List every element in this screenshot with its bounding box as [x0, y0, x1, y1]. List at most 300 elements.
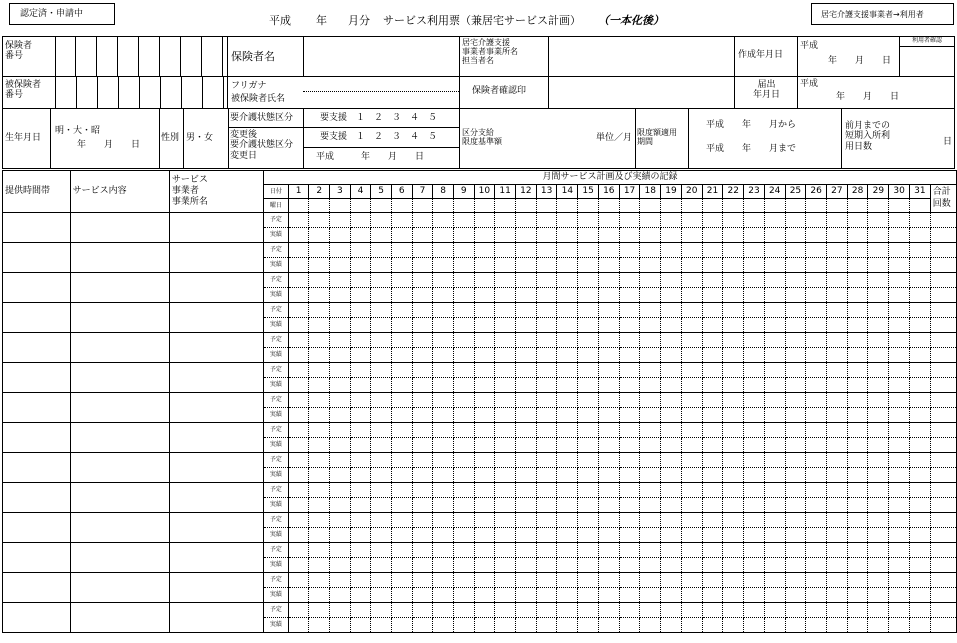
actual-cell[interactable] [847, 528, 868, 543]
plan-cell[interactable] [309, 333, 330, 348]
provider-cell[interactable] [169, 513, 263, 543]
plan-cell[interactable] [309, 363, 330, 378]
insured-no-cells[interactable] [55, 76, 228, 108]
plan-cell[interactable] [474, 453, 495, 468]
plan-cell[interactable] [702, 543, 723, 558]
plan-cell[interactable] [661, 303, 682, 318]
plan-total-cell[interactable] [930, 303, 956, 318]
plan-cell[interactable] [744, 213, 765, 228]
plan-cell[interactable] [350, 453, 371, 468]
actual-cell[interactable] [744, 618, 765, 633]
plan-cell[interactable] [909, 303, 930, 318]
plan-cell[interactable] [681, 273, 702, 288]
weekday-cell[interactable] [495, 199, 516, 213]
actual-cell[interactable] [723, 468, 744, 483]
actual-cell[interactable] [785, 498, 806, 513]
actual-cell[interactable] [661, 408, 682, 423]
plan-cell[interactable] [744, 513, 765, 528]
plan-cell[interactable] [681, 303, 702, 318]
time-cell[interactable] [3, 573, 71, 603]
actual-cell[interactable] [661, 348, 682, 363]
plan-cell[interactable] [702, 453, 723, 468]
actual-cell[interactable] [723, 438, 744, 453]
actual-cell[interactable] [309, 498, 330, 513]
actual-cell[interactable] [536, 438, 557, 453]
actual-cell[interactable] [868, 558, 889, 573]
plan-cell[interactable] [847, 393, 868, 408]
actual-cell[interactable] [391, 408, 412, 423]
actual-cell[interactable] [536, 378, 557, 393]
actual-cell[interactable] [785, 408, 806, 423]
actual-cell[interactable] [681, 468, 702, 483]
actual-cell[interactable] [598, 468, 619, 483]
plan-cell[interactable] [309, 273, 330, 288]
actual-cell[interactable] [723, 498, 744, 513]
plan-total-cell[interactable] [930, 543, 956, 558]
provider-cell[interactable] [169, 273, 263, 303]
plan-cell[interactable] [847, 363, 868, 378]
weekday-cell[interactable] [723, 199, 744, 213]
plan-cell[interactable] [619, 363, 640, 378]
plan-cell[interactable] [598, 213, 619, 228]
actual-cell[interactable] [619, 228, 640, 243]
plan-cell[interactable] [309, 513, 330, 528]
actual-cell[interactable] [578, 468, 599, 483]
plan-cell[interactable] [536, 213, 557, 228]
plan-cell[interactable] [598, 303, 619, 318]
actual-cell[interactable] [619, 378, 640, 393]
actual-cell[interactable] [433, 378, 454, 393]
plan-cell[interactable] [453, 603, 474, 618]
plan-cell[interactable] [330, 213, 351, 228]
actual-cell[interactable] [391, 378, 412, 393]
plan-cell[interactable] [744, 453, 765, 468]
plan-cell[interactable] [578, 363, 599, 378]
actual-cell[interactable] [764, 318, 785, 333]
actual-cell[interactable] [868, 228, 889, 243]
actual-cell[interactable] [764, 258, 785, 273]
actual-cell[interactable] [827, 228, 848, 243]
provider-cell[interactable] [169, 483, 263, 513]
actual-cell[interactable] [309, 228, 330, 243]
plan-cell[interactable] [681, 483, 702, 498]
actual-total-cell[interactable] [930, 408, 956, 423]
actual-cell[interactable] [640, 288, 661, 303]
actual-cell[interactable] [702, 528, 723, 543]
weekday-cell[interactable] [598, 199, 619, 213]
plan-cell[interactable] [681, 573, 702, 588]
actual-cell[interactable] [868, 318, 889, 333]
actual-cell[interactable] [371, 438, 392, 453]
plan-cell[interactable] [516, 243, 537, 258]
plan-cell[interactable] [557, 393, 578, 408]
plan-cell[interactable] [412, 303, 433, 318]
plan-cell[interactable] [330, 543, 351, 558]
actual-cell[interactable] [827, 318, 848, 333]
plan-cell[interactable] [309, 423, 330, 438]
service-cell[interactable] [70, 243, 169, 273]
actual-cell[interactable] [827, 258, 848, 273]
actual-cell[interactable] [847, 318, 868, 333]
plan-cell[interactable] [433, 483, 454, 498]
actual-cell[interactable] [702, 228, 723, 243]
plan-cell[interactable] [516, 423, 537, 438]
weekday-cell[interactable] [391, 199, 412, 213]
plan-cell[interactable] [640, 423, 661, 438]
plan-cell[interactable] [909, 513, 930, 528]
service-cell[interactable] [70, 273, 169, 303]
actual-cell[interactable] [516, 258, 537, 273]
weekday-cell[interactable] [847, 199, 868, 213]
plan-cell[interactable] [640, 273, 661, 288]
actual-cell[interactable] [702, 498, 723, 513]
plan-cell[interactable] [288, 603, 309, 618]
actual-cell[interactable] [350, 498, 371, 513]
plan-cell[interactable] [474, 363, 495, 378]
plan-cell[interactable] [723, 213, 744, 228]
actual-cell[interactable] [681, 228, 702, 243]
plan-cell[interactable] [909, 543, 930, 558]
actual-cell[interactable] [702, 558, 723, 573]
plan-cell[interactable] [433, 213, 454, 228]
weekday-cell[interactable] [661, 199, 682, 213]
actual-cell[interactable] [889, 588, 910, 603]
plan-cell[interactable] [371, 363, 392, 378]
actual-cell[interactable] [433, 348, 454, 363]
plan-cell[interactable] [495, 393, 516, 408]
actual-cell[interactable] [516, 378, 537, 393]
actual-cell[interactable] [391, 498, 412, 513]
plan-cell[interactable] [889, 333, 910, 348]
actual-cell[interactable] [330, 258, 351, 273]
plan-cell[interactable] [288, 423, 309, 438]
plan-cell[interactable] [723, 543, 744, 558]
actual-cell[interactable] [309, 348, 330, 363]
actual-cell[interactable] [661, 498, 682, 513]
actual-cell[interactable] [309, 288, 330, 303]
actual-cell[interactable] [412, 468, 433, 483]
plan-cell[interactable] [288, 363, 309, 378]
plan-cell[interactable] [868, 243, 889, 258]
plan-cell[interactable] [868, 573, 889, 588]
plan-cell[interactable] [391, 213, 412, 228]
plan-cell[interactable] [474, 483, 495, 498]
plan-cell[interactable] [723, 483, 744, 498]
provider-cell[interactable] [169, 393, 263, 423]
plan-cell[interactable] [889, 573, 910, 588]
plan-cell[interactable] [723, 513, 744, 528]
actual-cell[interactable] [785, 438, 806, 453]
actual-cell[interactable] [371, 258, 392, 273]
actual-cell[interactable] [288, 618, 309, 633]
plan-total-cell[interactable] [930, 573, 956, 588]
actual-cell[interactable] [889, 528, 910, 543]
plan-cell[interactable] [909, 243, 930, 258]
actual-cell[interactable] [661, 288, 682, 303]
plan-cell[interactable] [557, 513, 578, 528]
plan-cell[interactable] [868, 543, 889, 558]
plan-cell[interactable] [433, 243, 454, 258]
plan-cell[interactable] [557, 483, 578, 498]
actual-cell[interactable] [889, 318, 910, 333]
actual-cell[interactable] [391, 438, 412, 453]
plan-cell[interactable] [806, 333, 827, 348]
plan-cell[interactable] [288, 513, 309, 528]
weekday-cell[interactable] [827, 199, 848, 213]
plan-cell[interactable] [433, 273, 454, 288]
actual-cell[interactable] [433, 318, 454, 333]
actual-cell[interactable] [598, 408, 619, 423]
actual-cell[interactable] [371, 228, 392, 243]
actual-cell[interactable] [391, 318, 412, 333]
actual-total-cell[interactable] [930, 588, 956, 603]
plan-cell[interactable] [681, 363, 702, 378]
actual-cell[interactable] [578, 408, 599, 423]
plan-cell[interactable] [350, 363, 371, 378]
plan-cell[interactable] [909, 573, 930, 588]
plan-cell[interactable] [661, 333, 682, 348]
actual-cell[interactable] [744, 558, 765, 573]
actual-cell[interactable] [764, 588, 785, 603]
plan-cell[interactable] [598, 393, 619, 408]
plan-cell[interactable] [598, 483, 619, 498]
actual-cell[interactable] [536, 258, 557, 273]
plan-cell[interactable] [909, 363, 930, 378]
plan-cell[interactable] [516, 603, 537, 618]
actual-cell[interactable] [744, 408, 765, 423]
actual-total-cell[interactable] [930, 318, 956, 333]
actual-cell[interactable] [619, 348, 640, 363]
plan-cell[interactable] [412, 393, 433, 408]
actual-cell[interactable] [474, 318, 495, 333]
plan-cell[interactable] [474, 513, 495, 528]
actual-cell[interactable] [350, 618, 371, 633]
actual-cell[interactable] [350, 438, 371, 453]
actual-cell[interactable] [744, 468, 765, 483]
actual-cell[interactable] [640, 318, 661, 333]
actual-cell[interactable] [453, 498, 474, 513]
plan-cell[interactable] [785, 303, 806, 318]
plan-total-cell[interactable] [930, 243, 956, 258]
plan-cell[interactable] [847, 243, 868, 258]
plan-cell[interactable] [681, 513, 702, 528]
plan-cell[interactable] [495, 573, 516, 588]
actual-cell[interactable] [453, 528, 474, 543]
plan-cell[interactable] [474, 333, 495, 348]
plan-cell[interactable] [619, 303, 640, 318]
plan-cell[interactable] [495, 273, 516, 288]
plan-cell[interactable] [702, 363, 723, 378]
actual-cell[interactable] [371, 558, 392, 573]
plan-cell[interactable] [681, 423, 702, 438]
actual-cell[interactable] [598, 618, 619, 633]
time-cell[interactable] [3, 273, 71, 303]
plan-cell[interactable] [723, 363, 744, 378]
plan-cell[interactable] [288, 573, 309, 588]
plan-cell[interactable] [309, 213, 330, 228]
actual-cell[interactable] [785, 378, 806, 393]
plan-cell[interactable] [516, 333, 537, 348]
actual-cell[interactable] [350, 378, 371, 393]
plan-cell[interactable] [827, 333, 848, 348]
actual-cell[interactable] [785, 348, 806, 363]
actual-cell[interactable] [661, 228, 682, 243]
plan-cell[interactable] [288, 453, 309, 468]
actual-cell[interactable] [661, 588, 682, 603]
weekday-cell[interactable] [516, 199, 537, 213]
actual-cell[interactable] [764, 408, 785, 423]
actual-cell[interactable] [433, 558, 454, 573]
service-cell[interactable] [70, 423, 169, 453]
actual-cell[interactable] [433, 618, 454, 633]
actual-cell[interactable] [723, 348, 744, 363]
weekday-cell[interactable] [806, 199, 827, 213]
actual-cell[interactable] [909, 558, 930, 573]
actual-cell[interactable] [557, 378, 578, 393]
plan-cell[interactable] [536, 483, 557, 498]
actual-total-cell[interactable] [930, 498, 956, 513]
plan-cell[interactable] [681, 243, 702, 258]
service-cell[interactable] [70, 393, 169, 423]
actual-cell[interactable] [495, 288, 516, 303]
plan-cell[interactable] [578, 423, 599, 438]
plan-cell[interactable] [578, 333, 599, 348]
plan-cell[interactable] [723, 273, 744, 288]
actual-cell[interactable] [371, 378, 392, 393]
plan-cell[interactable] [764, 393, 785, 408]
plan-cell[interactable] [474, 543, 495, 558]
actual-cell[interactable] [868, 468, 889, 483]
plan-cell[interactable] [640, 393, 661, 408]
actual-cell[interactable] [619, 468, 640, 483]
plan-cell[interactable] [847, 513, 868, 528]
actual-cell[interactable] [847, 588, 868, 603]
plan-cell[interactable] [433, 603, 454, 618]
plan-cell[interactable] [330, 273, 351, 288]
plan-cell[interactable] [536, 573, 557, 588]
plan-cell[interactable] [350, 333, 371, 348]
weekday-cell[interactable] [744, 199, 765, 213]
plan-cell[interactable] [640, 303, 661, 318]
plan-cell[interactable] [536, 543, 557, 558]
actual-cell[interactable] [350, 558, 371, 573]
provider-cell[interactable] [169, 573, 263, 603]
plan-cell[interactable] [889, 303, 910, 318]
actual-cell[interactable] [288, 528, 309, 543]
plan-cell[interactable] [889, 213, 910, 228]
actual-cell[interactable] [681, 558, 702, 573]
actual-cell[interactable] [744, 288, 765, 303]
plan-cell[interactable] [578, 273, 599, 288]
actual-cell[interactable] [598, 348, 619, 363]
plan-cell[interactable] [578, 393, 599, 408]
plan-cell[interactable] [371, 393, 392, 408]
actual-cell[interactable] [640, 528, 661, 543]
actual-cell[interactable] [889, 348, 910, 363]
plan-cell[interactable] [598, 603, 619, 618]
plan-cell[interactable] [557, 423, 578, 438]
provider-cell[interactable] [169, 363, 263, 393]
actual-cell[interactable] [350, 288, 371, 303]
actual-cell[interactable] [309, 558, 330, 573]
plan-cell[interactable] [889, 423, 910, 438]
actual-cell[interactable] [868, 618, 889, 633]
actual-cell[interactable] [433, 528, 454, 543]
actual-total-cell[interactable] [930, 618, 956, 633]
actual-cell[interactable] [827, 438, 848, 453]
actual-cell[interactable] [598, 378, 619, 393]
actual-cell[interactable] [681, 378, 702, 393]
actual-cell[interactable] [309, 378, 330, 393]
plan-cell[interactable] [640, 573, 661, 588]
time-cell[interactable] [3, 333, 71, 363]
service-cell[interactable] [70, 303, 169, 333]
time-cell[interactable] [3, 453, 71, 483]
weekday-cell[interactable] [474, 199, 495, 213]
plan-cell[interactable] [391, 423, 412, 438]
actual-cell[interactable] [453, 438, 474, 453]
actual-cell[interactable] [330, 228, 351, 243]
plan-cell[interactable] [640, 243, 661, 258]
plan-cell[interactable] [516, 453, 537, 468]
actual-cell[interactable] [909, 618, 930, 633]
actual-cell[interactable] [661, 378, 682, 393]
plan-cell[interactable] [433, 573, 454, 588]
actual-cell[interactable] [619, 528, 640, 543]
plan-cell[interactable] [578, 303, 599, 318]
actual-cell[interactable] [350, 528, 371, 543]
plan-cell[interactable] [474, 423, 495, 438]
plan-cell[interactable] [433, 453, 454, 468]
actual-cell[interactable] [702, 618, 723, 633]
time-cell[interactable] [3, 363, 71, 393]
actual-cell[interactable] [619, 408, 640, 423]
actual-cell[interactable] [330, 288, 351, 303]
weekday-cell[interactable] [350, 199, 371, 213]
actual-cell[interactable] [350, 408, 371, 423]
plan-cell[interactable] [640, 543, 661, 558]
plan-cell[interactable] [309, 453, 330, 468]
actual-cell[interactable] [474, 348, 495, 363]
actual-cell[interactable] [412, 348, 433, 363]
plan-cell[interactable] [909, 393, 930, 408]
plan-cell[interactable] [557, 363, 578, 378]
actual-cell[interactable] [495, 498, 516, 513]
actual-cell[interactable] [578, 378, 599, 393]
plan-cell[interactable] [330, 573, 351, 588]
plan-cell[interactable] [578, 483, 599, 498]
weekday-cell[interactable] [557, 199, 578, 213]
plan-cell[interactable] [702, 333, 723, 348]
actual-cell[interactable] [330, 618, 351, 633]
actual-cell[interactable] [889, 228, 910, 243]
actual-cell[interactable] [350, 318, 371, 333]
actual-cell[interactable] [309, 318, 330, 333]
plan-cell[interactable] [495, 363, 516, 378]
plan-cell[interactable] [536, 333, 557, 348]
plan-cell[interactable] [744, 303, 765, 318]
actual-cell[interactable] [640, 408, 661, 423]
plan-cell[interactable] [806, 543, 827, 558]
plan-cell[interactable] [640, 513, 661, 528]
plan-cell[interactable] [453, 333, 474, 348]
actual-cell[interactable] [847, 378, 868, 393]
actual-cell[interactable] [847, 558, 868, 573]
actual-cell[interactable] [578, 618, 599, 633]
weekday-cell[interactable] [288, 199, 309, 213]
plan-cell[interactable] [847, 213, 868, 228]
actual-cell[interactable] [868, 378, 889, 393]
